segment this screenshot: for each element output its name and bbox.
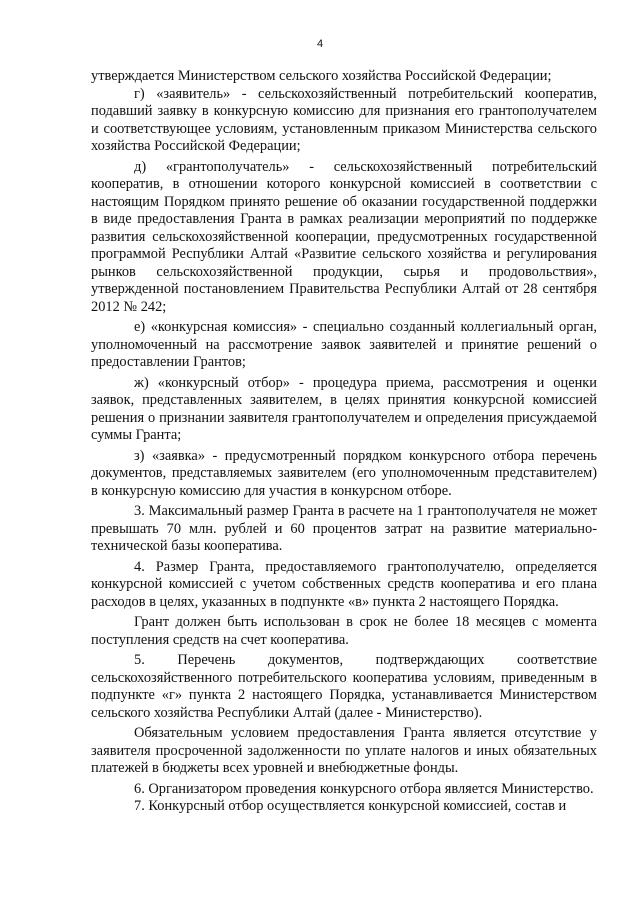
paragraph-grant-size: 4. Размер Гранта, предоставляемого грантополучателю, определяется конкурсной комиссией с учетом собственных средств кооператива и его плана расходов в целях, указанных в подпункте «в» пункта 2 настоящего Порядка. <box>91 558 597 610</box>
paragraph-mandatory-condition: Обязательным условием предоставления Гранта является отсутствие у заявителя просроченной задолженности по уплате налогов и иных обязательных платежей в бюджеты всех уровней и внебюджетные фонды. <box>91 725 597 776</box>
page-number: 4 <box>316 38 324 50</box>
paragraph-application-definition: з) «заявка» - предусмотренный порядком конкурсного отбора перечень документов, представляемых заявителем (его уполномоченным представителем) в конкурсную комиссию для участия в конкурсном отборе. <box>91 447 597 499</box>
paragraph-max-grant: 3. Максимальный размер Гранта в расчете на 1 грантополучателя не может превышать 70 млн. рублей и 60 процентов затрат на развитие материально-технической базы кооператива. <box>91 503 597 554</box>
document-body <box>91 68 597 816</box>
paragraph-documents-list: 5. Перечень документов, подтверждающих соответствие сельскохозяйственного потребительского кооператива условиям, приведенным в подпункте «г» пункта 2 настоящего Порядка, устанавливается Министерством сельского хозяйства Республики Алтай (далее - Министерство). <box>91 652 597 721</box>
paragraph-selection-procedure: 7. Конкурсный отбор осуществляется конкурсной комиссией, состав и <box>134 798 567 814</box>
paragraph-organizer: 6. Организатором проведения конкурсного отбора является Министерство. <box>134 780 594 797</box>
paragraph-grantee-definition: д) «грантополучатель» - сельскохозяйственный потребительский кооператив, в отношении которого конкурсной комиссией в соответствии с настоящим Порядком принято решение об оказании государственной поддержки в виде предоставления Гранта в рамках реализации мероприятий по поддержке развития сельскохозяйственной кооперации, предусмотренных государственной программой Республики Алтай «Развитие сельского хозяйства и регулирования рынков сельскохозяйственной продукции, сырья и продовольствия», утвержденной постановлением Правительства Республики Алтай от 28 сентября 2012 № 242; <box>91 158 597 315</box>
paragraph-commission-definition: е) «конкурсная комиссия» - специально созданный коллегиальный орган, уполномоченный на рассмотрение заявок заявителей и принятие решений о предоставлении Грантов; <box>91 319 597 370</box>
paragraph-selection-definition: ж) «конкурсный отбор» - процедура приема, рассмотрения и оценки заявок, представленных заявителем, в целях принятия конкурсной комиссией решения о признании заявителя грантополучателем и определения присуждаемой суммы Гранта; <box>91 374 597 443</box>
paragraph-continuation: утверждается Министерством сельского хозяйства Российской Федерации; <box>91 68 552 84</box>
paragraph-applicant-definition: г) «заявитель» - сельскохозяйственный потребительский кооператив, подавший заявку в конкурсную комиссию для признания его грантополучателем и соответствующее условиям, установленным приказом Министерства сельского хозяйства Российской Федерации; <box>91 85 597 154</box>
paragraph-grant-term: Грант должен быть использован в срок не более 18 месяцев с момента поступления средств на счет кооператива. <box>91 614 597 648</box>
